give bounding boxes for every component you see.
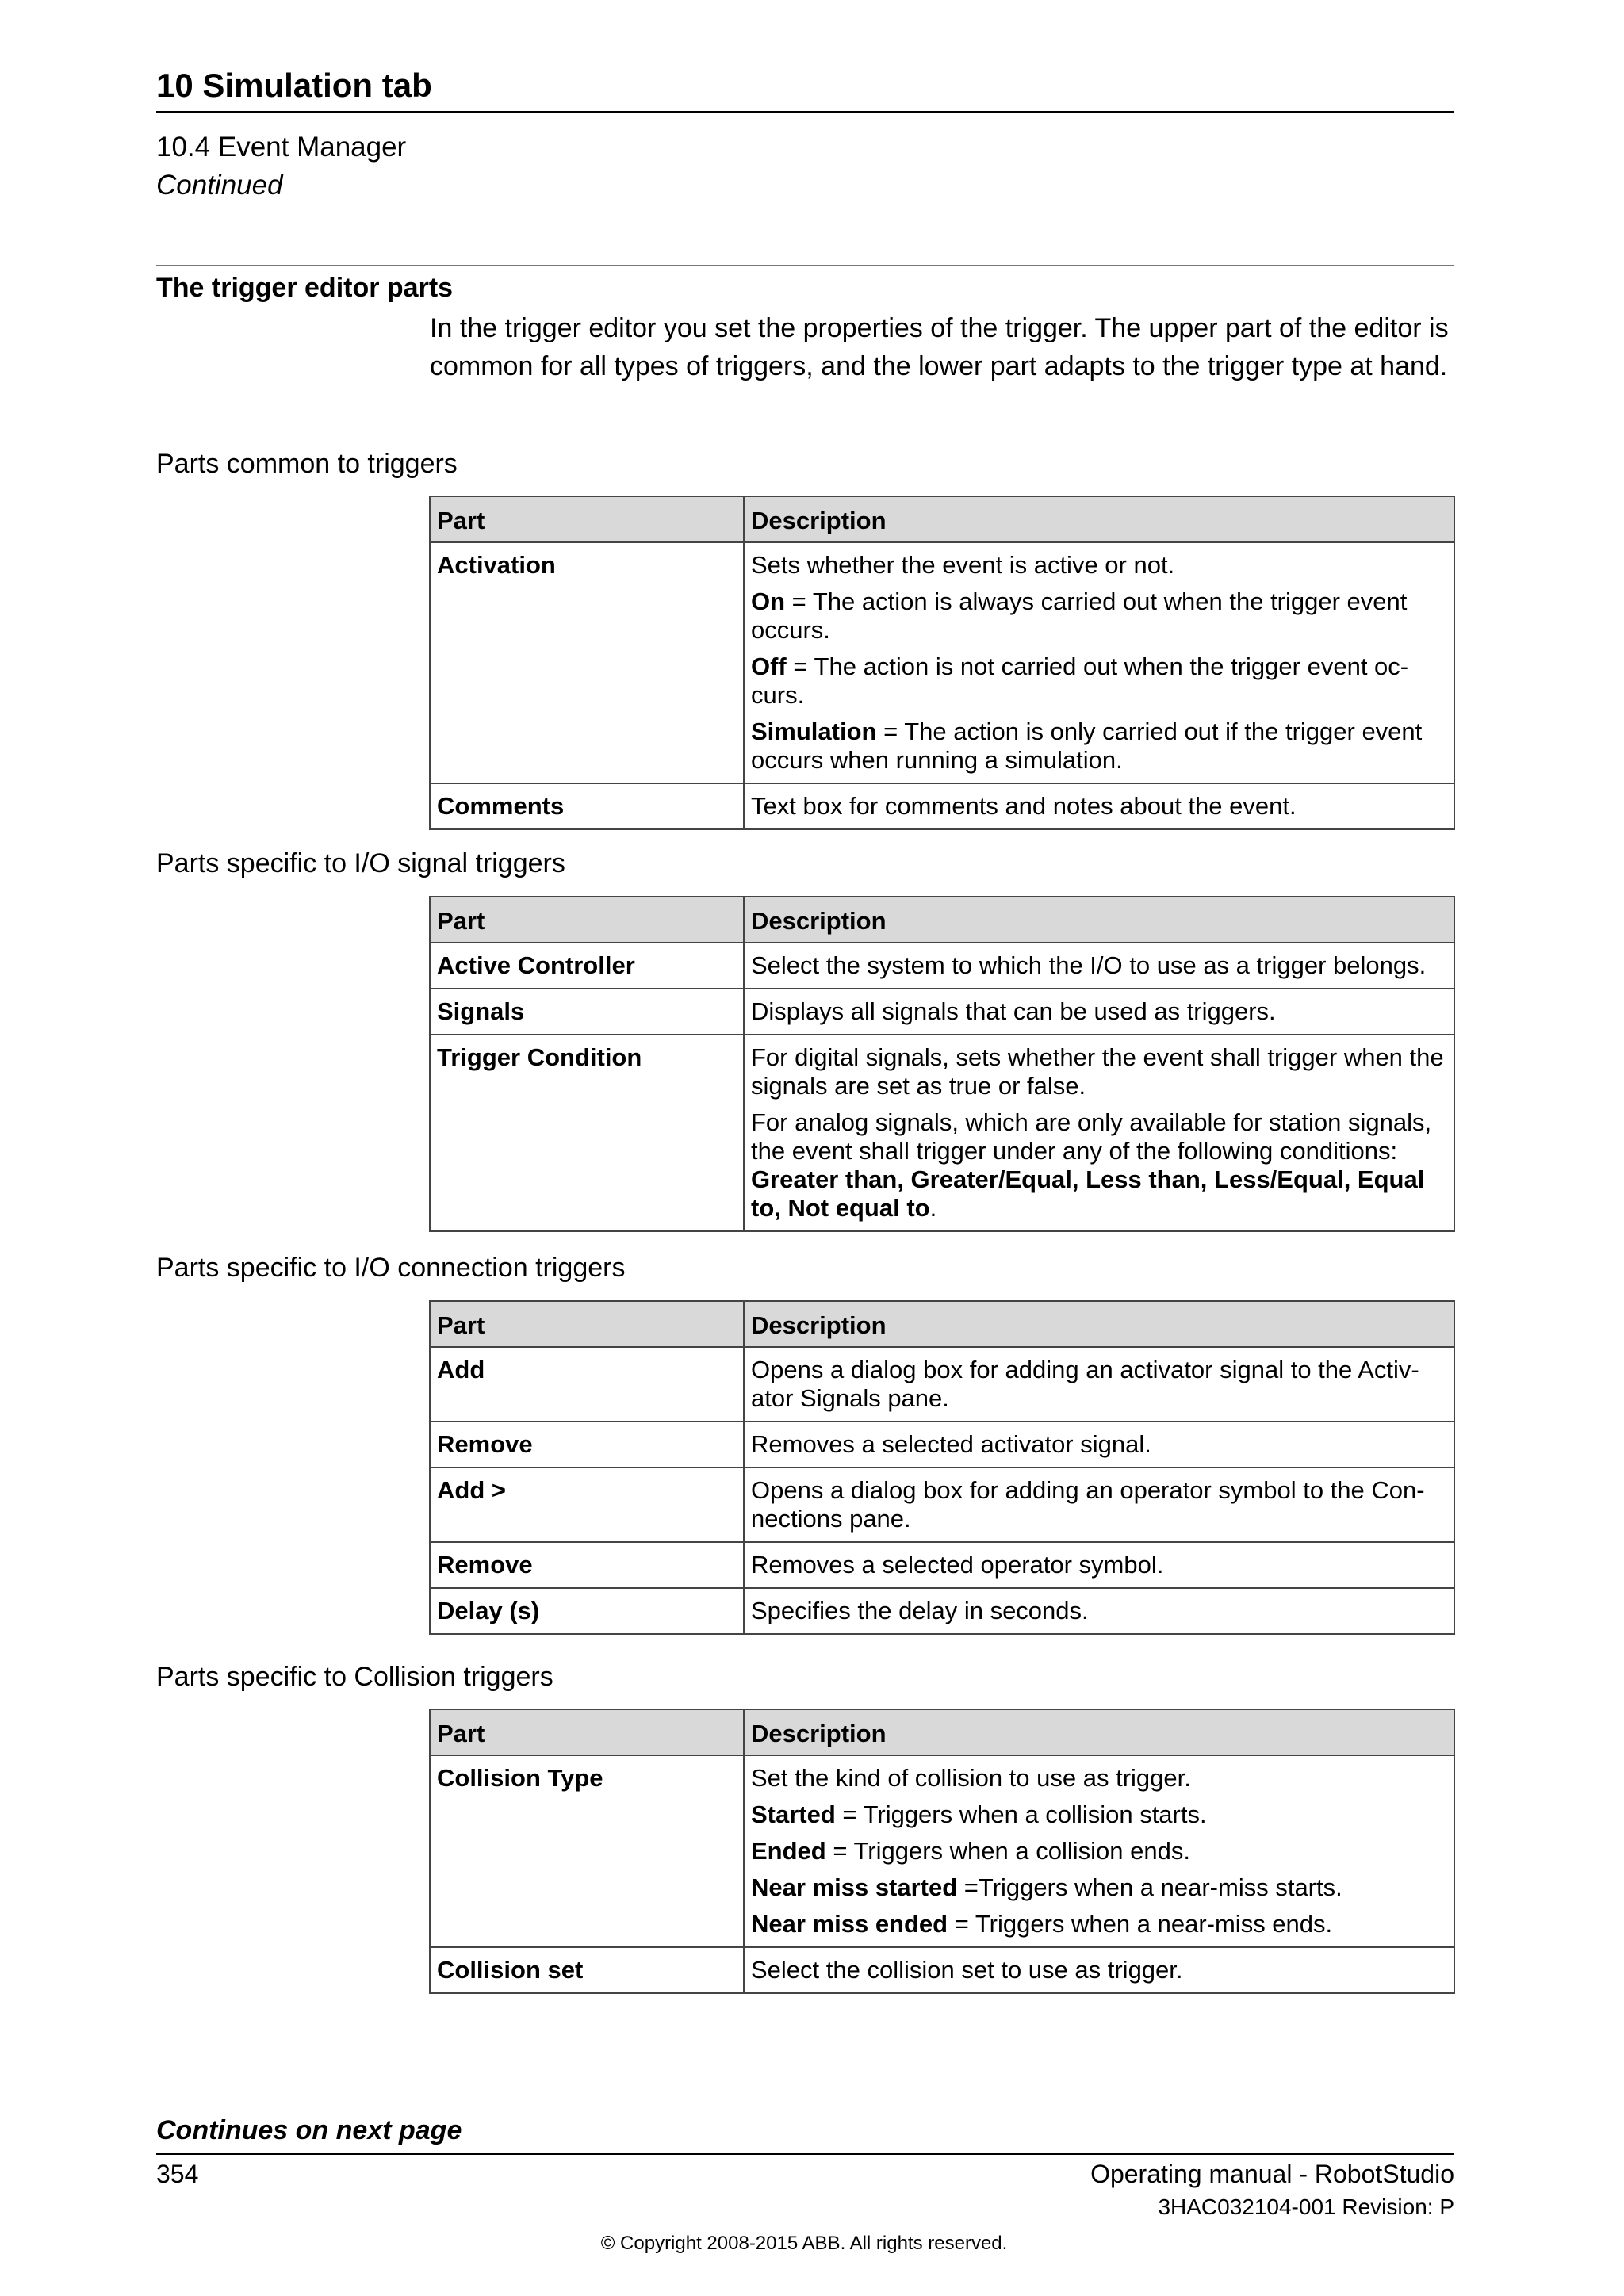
description-line — [751, 1800, 1447, 1829]
part-cell: Collision set — [430, 1947, 744, 1993]
page-number: 354 — [156, 2160, 199, 2188]
analog-description: For analog signals, which are only available for station signals, the event shall trigger under any of the following conditions: — [751, 1108, 1432, 1165]
table-row — [430, 1035, 1454, 1231]
collision-parts-heading: Parts specific to Collision triggers — [156, 1662, 553, 1692]
table-row — [430, 542, 1454, 783]
common-parts-table — [429, 496, 1455, 830]
description-cell: Select the system to which the I/O to use as a trigger belongs. — [744, 943, 1454, 989]
copyright-notice: © Copyright 2008-2015 ABB. All rights reserved. — [600, 2233, 1008, 2254]
part-cell: Add — [430, 1347, 744, 1422]
column-header-description: Description — [744, 496, 1454, 542]
common-parts-heading: Parts common to triggers — [156, 449, 458, 479]
table-row — [430, 989, 1454, 1035]
trigger-editor-heading: The trigger editor parts — [156, 273, 454, 303]
term-description: =Triggers when a near-miss starts. — [957, 1873, 1342, 1901]
table-row — [430, 1588, 1454, 1634]
table-header-row — [430, 496, 1454, 542]
table-row — [430, 943, 1454, 989]
manual-title: Operating manual - RobotStudio — [1090, 2160, 1454, 2188]
sentence-end: . — [929, 1194, 937, 1222]
part-cell: Add > — [430, 1468, 744, 1542]
document-id: 3HAC032104-001 Revision: P — [1158, 2195, 1454, 2219]
column-header-part: Part — [430, 496, 744, 542]
table-row — [430, 1347, 1454, 1422]
description-line — [751, 1873, 1447, 1902]
term: Simulation — [751, 718, 877, 745]
part-cell: Signals — [430, 989, 744, 1035]
term-description: = The action is only carried out if the trigger event occurs when running a simulation. — [751, 718, 1423, 774]
chapter-title: 10 Simulation tab — [156, 67, 432, 104]
part-cell: Remove — [430, 1542, 744, 1588]
term-description: = Triggers when a near-miss ends. — [948, 1910, 1333, 1938]
io-signal-parts-heading: Parts specific to I/O signal triggers — [156, 848, 565, 878]
description-line — [751, 587, 1447, 645]
condition-list: Greater than, Greater/Equal, Less than, Less/Equal, Equal to, Not equal to — [751, 1165, 1425, 1222]
column-header-description: Description — [744, 1709, 1454, 1755]
term: On — [751, 587, 786, 615]
section-header — [156, 128, 406, 205]
column-header-part: Part — [430, 897, 744, 943]
io-signal-parts-table — [429, 896, 1455, 1232]
description-cell — [744, 1755, 1454, 1947]
description-line: For digital signals, sets whether the event shall trigger when the signals are set as true or false. — [751, 1043, 1444, 1100]
description-cell — [744, 1035, 1454, 1231]
term: Near miss started — [751, 1873, 958, 1901]
term: Off — [751, 652, 787, 680]
part-cell: Activation — [430, 542, 744, 783]
table-header-row — [430, 1301, 1454, 1347]
table-header-row — [430, 1709, 1454, 1755]
description-cell: Removes a selected activator signal. — [744, 1422, 1454, 1468]
description-cell: Select the collision set to use as trigger. — [744, 1947, 1454, 1993]
collision-parts-table — [429, 1709, 1455, 1994]
section-divider — [156, 265, 1454, 266]
table-row — [430, 1542, 1454, 1588]
part-cell: Comments — [430, 783, 744, 829]
table-row — [430, 1947, 1454, 1993]
term: Started — [751, 1800, 836, 1828]
description-line — [751, 652, 1447, 710]
description-line — [751, 718, 1447, 775]
column-header-description: Description — [744, 897, 1454, 943]
description-line: Set the kind of collision to use as trigger. — [751, 1764, 1191, 1792]
table-row — [430, 783, 1454, 829]
continues-next-page: Continues on next page — [156, 2115, 462, 2145]
term-description: = Triggers when a collision ends. — [825, 1837, 1190, 1865]
term-description: = The action is always carried out when the trigger event occurs. — [751, 587, 1408, 644]
part-cell: Collision Type — [430, 1755, 744, 1947]
term-description: = The action is not carried out when the trigger event oc-curs. — [751, 652, 1409, 709]
part-cell: Active Controller — [430, 943, 744, 989]
description-line — [751, 1910, 1447, 1938]
column-header-part: Part — [430, 1709, 744, 1755]
description-cell: Displays all signals that can be used as triggers. — [744, 989, 1454, 1035]
table-row — [430, 1468, 1454, 1542]
description-cell — [744, 542, 1454, 783]
table-row — [430, 1755, 1454, 1947]
description-cell: Removes a selected operator symbol. — [744, 1542, 1454, 1588]
term: Near miss ended — [751, 1910, 948, 1938]
io-connection-parts-heading: Parts specific to I/O connection triggers — [156, 1253, 626, 1283]
part-cell: Remove — [430, 1422, 744, 1468]
part-cell: Trigger Condition — [430, 1035, 744, 1231]
continued-label: Continued — [156, 170, 283, 201]
table-header-row — [430, 897, 1454, 943]
description-cell: Specifies the delay in seconds. — [744, 1588, 1454, 1634]
footer-rule — [156, 2153, 1454, 2155]
intro-paragraph: In the trigger editor you set the properties of the trigger. The upper part of the editor is common for all types of triggers, and the lower part adapts to the trigger type at hand. — [430, 313, 1449, 381]
description-cell: Opens a dialog box for adding an operator symbol to the Con-nections pane. — [744, 1468, 1454, 1542]
column-header-part: Part — [430, 1301, 744, 1347]
description-line — [751, 1108, 1447, 1223]
description-cell: Text box for comments and notes about the event. — [744, 783, 1454, 829]
term-description: = Triggers when a collision starts. — [835, 1800, 1207, 1828]
description-line: Sets whether the event is active or not. — [751, 551, 1175, 579]
description-cell: Opens a dialog box for adding an activator signal to the Activ-ator Signals pane. — [744, 1347, 1454, 1422]
table-row — [430, 1422, 1454, 1468]
part-cell: Delay (s) — [430, 1588, 744, 1634]
column-header-description: Description — [744, 1301, 1454, 1347]
term: Ended — [751, 1837, 826, 1865]
header-rule — [156, 111, 1454, 113]
section-title: 10.4 Event Manager — [156, 132, 407, 163]
description-line — [751, 1837, 1447, 1866]
io-connection-parts-table — [429, 1300, 1455, 1635]
